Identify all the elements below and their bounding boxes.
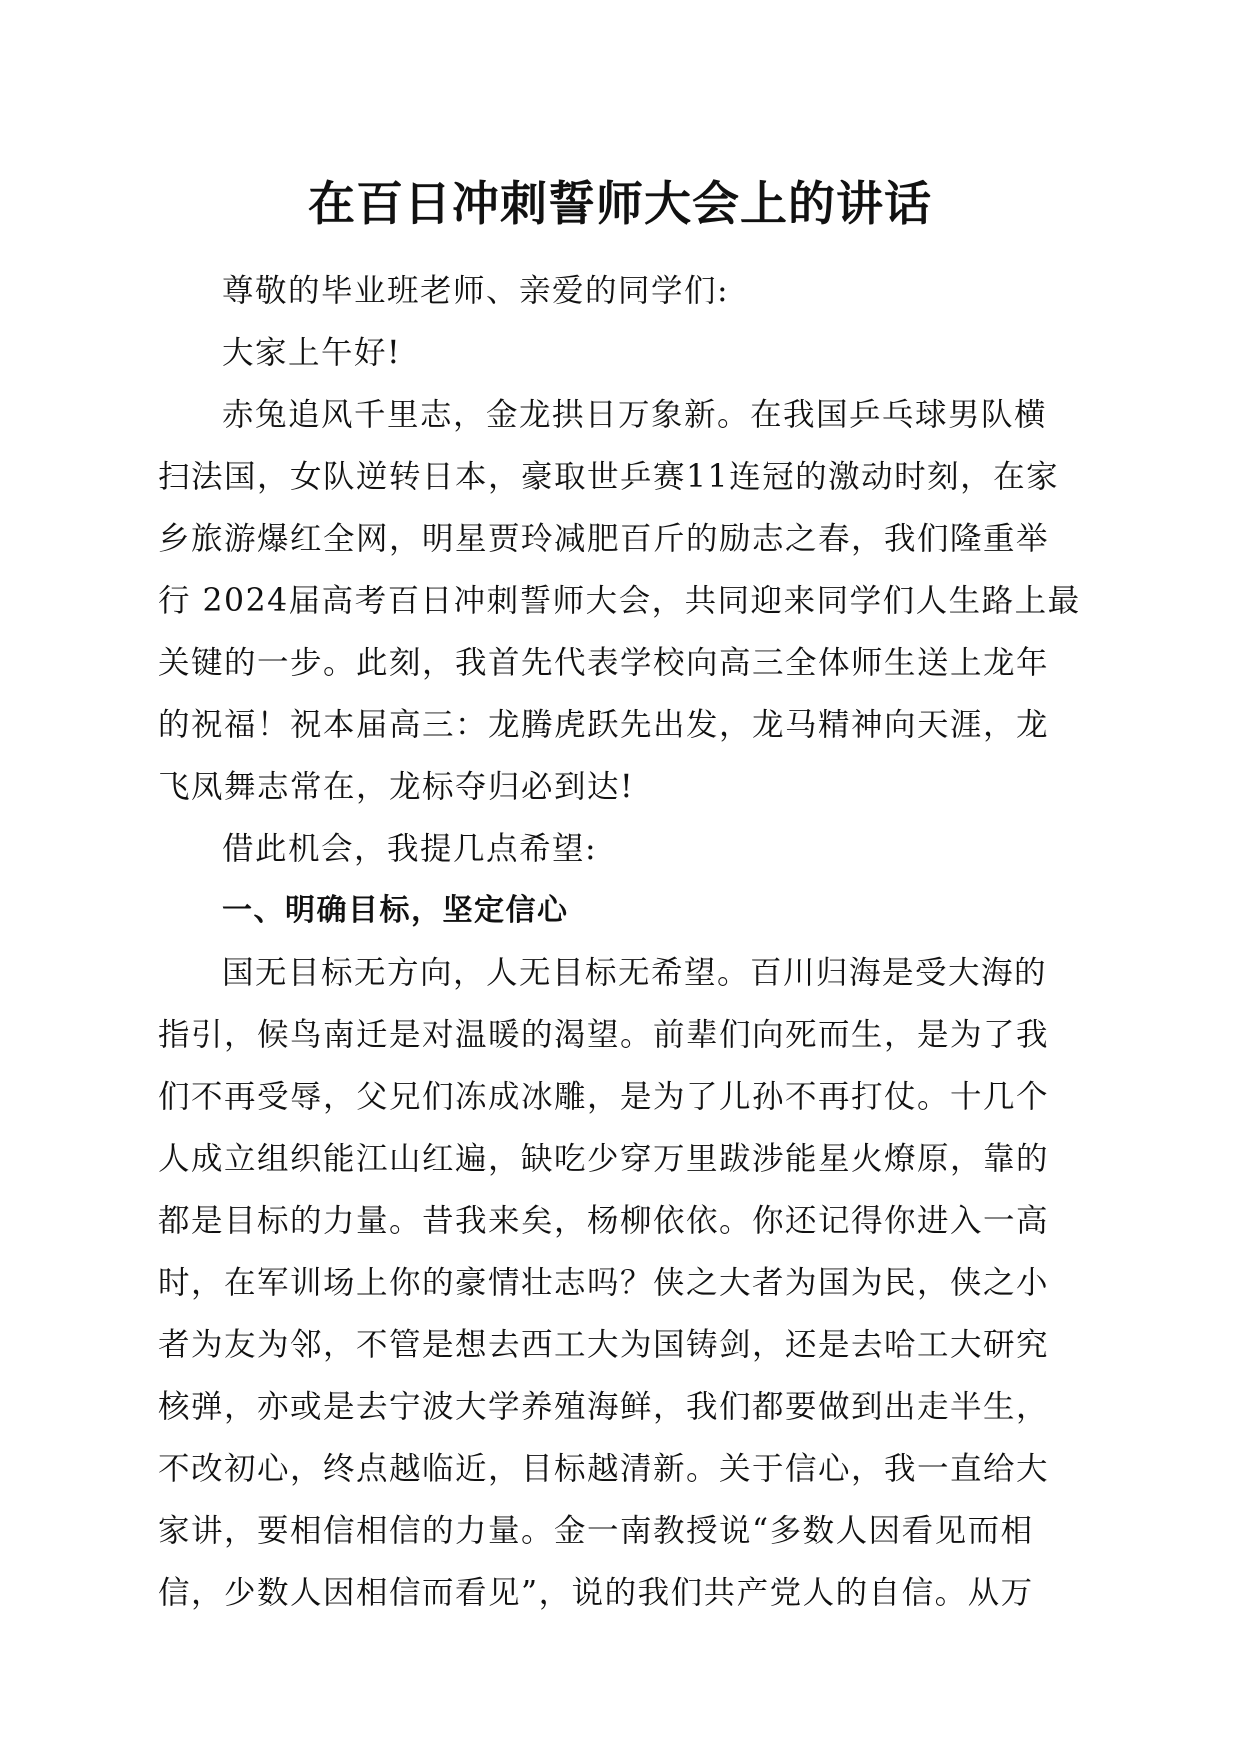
greeting: 大家上午好! xyxy=(222,335,402,371)
paragraph-line: 赤兔追风千里志，金龙拱日万象新。在我国乒乓球男队横 xyxy=(222,397,1048,433)
document-title: 在百日冲刺誓师大会上的讲话 xyxy=(308,177,932,232)
salutation: 尊敬的毕业班老师、亲爱的同学们: xyxy=(222,273,730,309)
document-body xyxy=(158,260,1086,1624)
paragraph-line: 不改初心，终点越临近，目标越清新。关于信心，我一直给大 xyxy=(158,1451,1050,1487)
paragraph-line: 关键的一步。此刻，我首先代表学校向高三全体师生送上龙年 xyxy=(158,645,1050,681)
paragraph-line: 的祝福！祝本届高三：龙腾虎跃先出发，龙马精神向天涯，龙 xyxy=(158,707,1050,743)
paragraph-line: 者为友为邻，不管是想去西工大为国铸剑，还是去哈工大研究 xyxy=(158,1327,1050,1363)
paragraph-line: 人成立组织能江山红遍，缺吃少穿万里跋涉能星火燎原，靠的 xyxy=(158,1141,1050,1177)
paragraph-line: 乡旅游爆红全网，明星贾玲减肥百斤的励志之春，我们隆重举 xyxy=(158,521,1050,557)
paragraph-line: 信，少数人因相信而看见”，说的我们共产党人的自信。从万 xyxy=(158,1575,1034,1611)
paragraph-line: 核弹，亦或是去宁波大学养殖海鲜，我们都要做到出走半生， xyxy=(158,1389,1050,1425)
paragraph-line: 飞凤舞志常在，龙标夺归必到达! xyxy=(158,769,635,805)
paragraph-line: 家讲，要相信相信的力量。金一南教授说“多数人因看见而相 xyxy=(158,1513,1034,1549)
paragraph-line: 们不再受辱，父兄们冻成冰雕，是为了儿孙不再打仗。十几个 xyxy=(158,1079,1050,1115)
paragraph-line: 国无目标无方向，人无目标无希望。百川归海是受大海的 xyxy=(222,955,1048,991)
section-heading: 一、明确目标，坚定信心 xyxy=(222,893,569,928)
paragraph-line: 指引，候鸟南迁是对温暖的渴望。前辈们向死而生，是为了我 xyxy=(158,1017,1050,1053)
paragraph-line: 都是目标的力量。昔我来矣，杨柳依依。你还记得你进入一高 xyxy=(158,1203,1050,1239)
paragraph-line: 借此机会，我提几点希望: xyxy=(222,831,598,867)
paragraph-line: 扫法国，女队逆转日本，豪取世乒赛11连冠的激动时刻，在家 xyxy=(158,459,1060,495)
paragraph-line: 行 2024届高考百日冲刺誓师大会，共同迎来同学们人生路上最 xyxy=(158,583,1081,619)
paragraph-line: 时，在军训场上你的豪情壮志吗？侠之大者为国为民，侠之小 xyxy=(158,1265,1050,1301)
